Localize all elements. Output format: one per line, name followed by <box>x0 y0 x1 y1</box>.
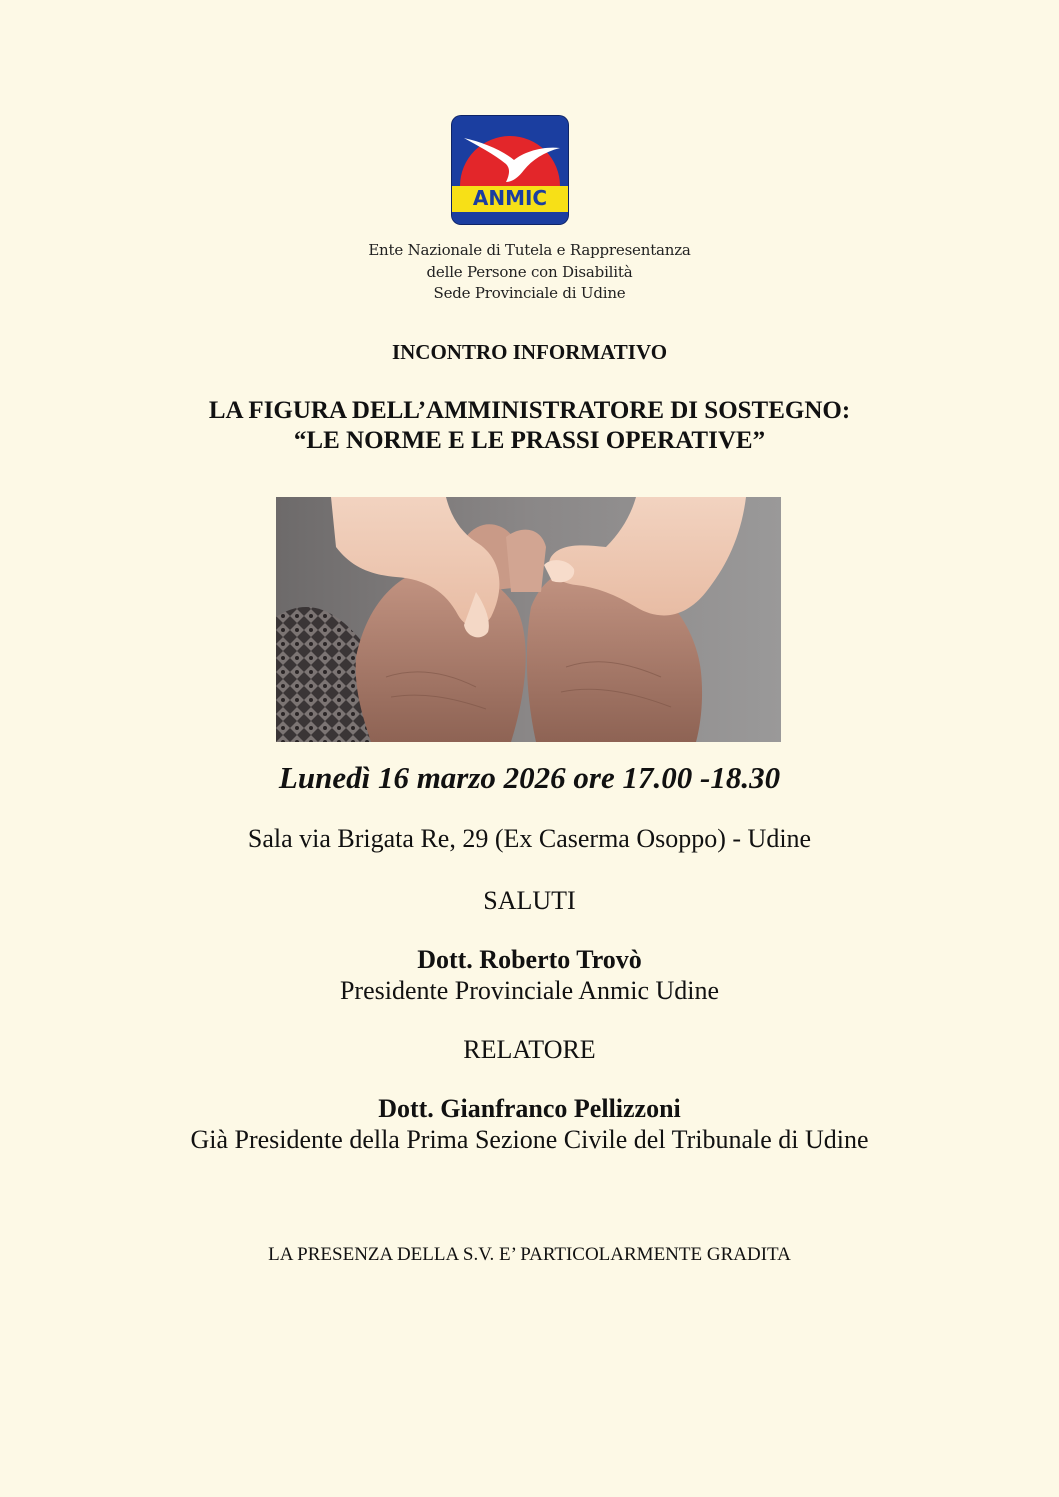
event-title-line-1: LA FIGURA DELL’AMMINISTRATORE DI SOSTEGNO: <box>208 397 851 424</box>
event-title-line-2: “LE NORME E LE PRASSI OPERATIVE” <box>293 427 766 454</box>
org-line-2: delle Persone con Disabilità <box>426 263 633 281</box>
event-title <box>0 396 1059 456</box>
greetings-name: Dott. Roberto Trovò <box>417 945 642 974</box>
speaker-role: Già Presidente della Prima Sezione Civile del Tribunale di Udine <box>190 1125 869 1154</box>
anmic-logo <box>452 116 568 224</box>
greetings-role: Presidente Provinciale Anmic Udine <box>339 976 720 1005</box>
hands-holding-photo <box>276 497 781 742</box>
speaker-name: Dott. Gianfranco Pellizzoni <box>378 1094 681 1123</box>
org-line-3: Sede Provinciale di Udine <box>433 284 626 302</box>
footer-note: LA PRESENZA DELLA S.V. E’ PARTICOLARMENTE GRADITA <box>268 1244 791 1265</box>
event-venue: Sala via Brigata Re, 29 (Ex Caserma Osoppo) - Udine <box>247 824 812 853</box>
greetings-heading: SALUTI <box>483 886 576 915</box>
speaker-heading: RELATORE <box>463 1035 596 1064</box>
anmic-bird-emblem <box>452 116 568 224</box>
event-datetime: Lunedì 16 marzo 2026 ore 17.00 -18.30 <box>278 760 781 795</box>
logo-text: ANMIC <box>472 186 548 210</box>
org-line-1: Ente Nazionale di Tutela e Rappresentanza <box>368 241 691 259</box>
event-type: INCONTRO INFORMATIVO <box>391 340 668 364</box>
